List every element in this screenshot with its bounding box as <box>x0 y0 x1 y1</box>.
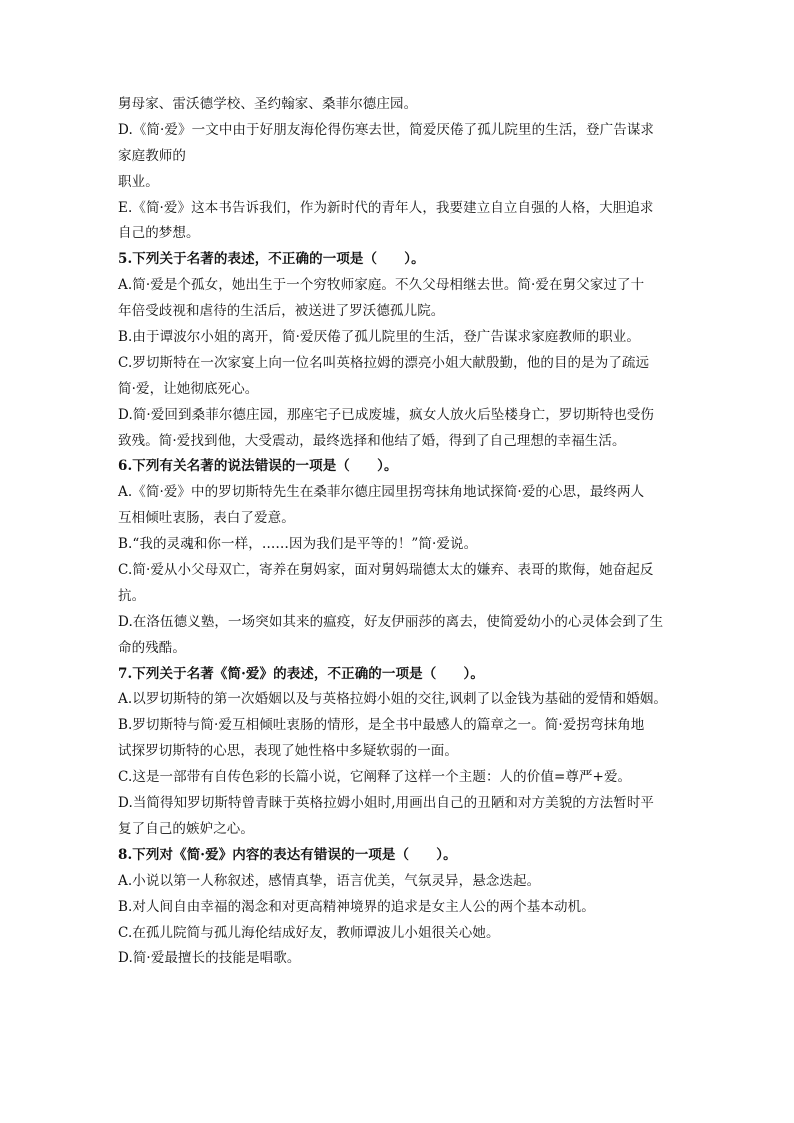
document-page <box>118 92 684 972</box>
option-a: A.以罗切斯特的第一次婚姻以及与英格拉姆小姐的交往,讽刺了以金钱为基础的爱情和婚姻。 <box>118 691 668 708</box>
option-e: E.《简·爱》这本书告诉我们，作为新时代的青年人，我要建立自立自强的人格，大胆追求 <box>118 199 654 216</box>
text-line: 试探罗切斯特的心思，表现了她性格中多疑软弱的一面。 <box>118 743 458 760</box>
text-line: 互相倾吐衷肠，表白了爱意。 <box>118 510 295 527</box>
text-line: 命的残酷。 <box>118 639 186 656</box>
question-8: 8.下列对《简·爱》内容的表达有错误的一项是（ ）。 <box>118 846 457 863</box>
option-a: A.简·爱是个孤女，她出生于一个穷牧师家庭。不久父母相继去世。简·爱在舅父家过了十 <box>118 277 645 294</box>
option-c: C.简·爱从小父母双亡，寄养在舅妈家，面对舅妈瑞德太太的嫌弃、表哥的欺侮，她奋起反 <box>118 562 654 579</box>
text-line: 致残。简·爱找到他，大受震动，最终选择和他结了婚，得到了自己理想的幸福生活。 <box>118 432 626 449</box>
text-line: 家庭教师的 <box>118 147 186 164</box>
text-line: 职业。 <box>118 173 159 190</box>
text-line: 抗。 <box>118 587 146 604</box>
option-c: C.在孤儿院简与孤儿海伦结成好友，教师谭波儿小姐很关心她。 <box>118 924 500 941</box>
option-a: A.《简·爱》中的罗切斯特先生在桑菲尔德庄园里拐弯抹角地试探简·爱的心思，最终两人 <box>118 484 645 501</box>
question-7: 7.下列关于名著《简·爱》的表述，不正确的一项是（ ）。 <box>118 665 484 682</box>
text-line: 复了自己的嫉妒之心。 <box>118 820 254 837</box>
option-c: C.罗切斯特在一次家宴上向一位名叫英格拉姆的漂亮小姐大献殷勤，他的目的是为了疏远 <box>118 354 650 371</box>
option-b: B.“我的灵魂和你一样，……因为我们是平等的！”简·爱说。 <box>118 536 478 553</box>
option-d: D.简·爱最擅长的技能是唱歌。 <box>118 950 301 967</box>
option-d: D.《简·爱》一文中由于好朋友海伦得伤寒去世，简爱厌倦了孤儿院里的生活，登广告谋求 <box>118 121 655 138</box>
option-d: D.当简得知罗切斯特曾青睐于英格拉姆小姐时,用画出自己的丑陋和对方美貌的方法暂时平 <box>118 795 655 812</box>
question-6: 6.下列有关名著的说法错误的一项是（ ）。 <box>118 458 398 475</box>
option-a: A.小说以第一人称叙述，感情真挚，语言优美，气氛灵异，悬念迭起。 <box>118 872 541 889</box>
text-line: 年倍受歧视和虐待的生活后，被送进了罗沃德孤儿院。 <box>118 303 445 320</box>
option-b: B.对人间自由幸福的渴念和对更高精神境界的追求是女主人公的两个基本动机。 <box>118 898 595 915</box>
option-c: C.这是一部带有自传色彩的长篇小说，它阐释了这样一个主题：人的价值=尊严+爱。 <box>118 769 632 786</box>
text-line: 简·爱，让她彻底死心。 <box>118 380 259 397</box>
text-line: 自己的梦想。 <box>118 225 200 242</box>
option-b: B.由于谭波尔小姐的离开，简·爱厌倦了孤儿院里的生活，登广告谋求家庭教师的职业。 <box>118 329 641 346</box>
text-line: 舅母家、雷沃德学校、圣约翰家、桑菲尔德庄园。 <box>118 96 418 112</box>
option-b: B.罗切斯特与简·爱互相倾吐衷肠的情形，是全书中最感人的篇章之一。简·爱拐弯抹角地 <box>118 717 645 734</box>
option-d: D.在洛伍德义塾，一场突如其来的瘟疫，好友伊丽莎的离去，使简爱幼小的心灵体会到了生 <box>118 613 664 630</box>
question-5: 5.下列关于名著的表述，不正确的一项是（ ）。 <box>118 251 425 268</box>
option-d: D.简·爱回到桑菲尔德庄园，那座宅子已成废墟，疯女人放火后坠楼身亡，罗切斯特也受伤 <box>118 406 655 423</box>
